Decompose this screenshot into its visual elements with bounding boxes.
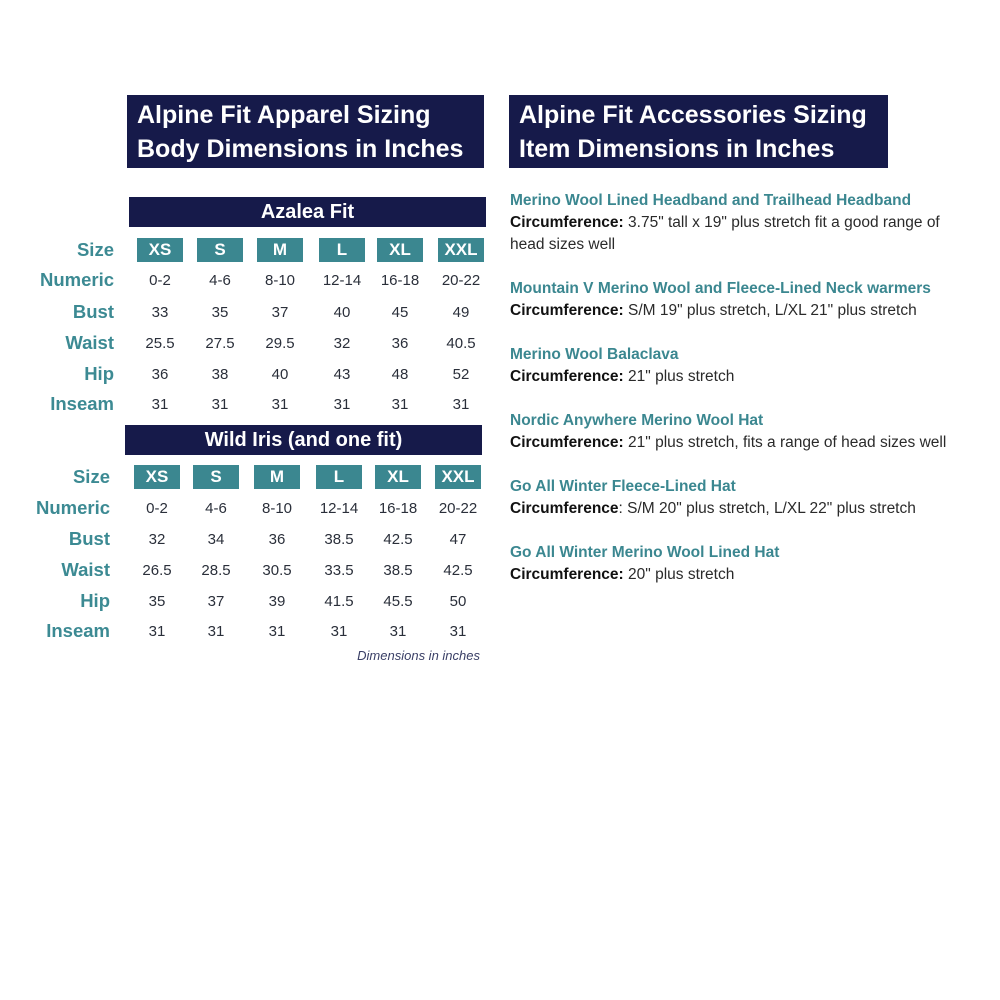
accessory-name: Mountain V Merino Wool and Fleece-Lined Neck warmers: [510, 280, 931, 297]
cell-waist-s: 27.5: [205, 335, 235, 352]
circumference-label: Circumference:: [510, 214, 624, 231]
cell-waist-s: 28.5: [201, 562, 231, 579]
row-label-size: Size: [72, 466, 110, 487]
cell-numeric-xs: 0-2: [149, 272, 171, 289]
row-label-numeric: Numeric: [35, 497, 110, 518]
accessories-title: [509, 95, 888, 168]
cell-bust-xl: 42.5: [383, 531, 413, 548]
cell-bust-s: 35: [211, 304, 229, 321]
cell-inseam-xxl: 31: [449, 623, 467, 640]
accessory-description: [510, 432, 950, 454]
apparel-title-line2: Body Dimensions in Inches: [137, 135, 464, 163]
cell-hip-l: 43: [333, 366, 351, 383]
cell-waist-xxl: 40.5: [446, 335, 476, 352]
apparel-title: [127, 95, 484, 168]
cell-bust-xs: 32: [148, 531, 166, 548]
row-label-inseam: Inseam: [46, 620, 110, 641]
cell-bust-xs: 33: [151, 304, 169, 321]
circumference-value: : S/M 20" plus stretch, L/XL 22" plus stretch: [618, 500, 916, 517]
accessory-item: [510, 476, 950, 520]
apparel-title-line1: Alpine Fit Apparel Sizing: [137, 101, 431, 129]
accessory-description: [510, 300, 950, 322]
cell-inseam-xxl: 31: [452, 396, 470, 413]
accessory-description: [510, 564, 950, 586]
dimensions-footnote: Dimensions in inches: [357, 648, 480, 663]
cell-inseam-s: 31: [207, 623, 225, 640]
cell-waist-m: 30.5: [262, 562, 292, 579]
cell-inseam-xs: 31: [151, 396, 169, 413]
accessory-description: [510, 498, 950, 520]
cell-waist-l: 32: [333, 335, 351, 352]
cell-hip-s: 37: [207, 593, 225, 610]
cell-bust-s: 34: [207, 531, 225, 548]
size-chip-s: S: [197, 238, 243, 262]
accessory-item: [510, 410, 950, 454]
accessory-item: [510, 542, 950, 586]
cell-numeric-s: 4-6: [209, 272, 231, 289]
cell-inseam-xs: 31: [148, 623, 166, 640]
accessory-item: [510, 190, 950, 256]
cell-numeric-xs: 0-2: [146, 500, 168, 517]
cell-numeric-l: 12-14: [322, 272, 362, 289]
circumference-label: Circumference:: [510, 434, 624, 451]
cell-hip-m: 39: [268, 593, 286, 610]
size-chip-m: M: [257, 238, 303, 262]
cell-inseam-xl: 31: [389, 623, 407, 640]
azalea-fit-header: Azalea Fit: [129, 197, 486, 227]
cell-inseam-xl: 31: [391, 396, 409, 413]
row-label-size: Size: [76, 239, 114, 260]
circumference-value: S/M 19" plus stretch, L/XL 21" plus stretch: [623, 302, 917, 319]
accessory-description: [510, 366, 950, 388]
row-label-bust: Bust: [68, 528, 110, 549]
circumference-label: Circumference: [510, 500, 619, 517]
row-label-waist: Waist: [61, 559, 110, 580]
cell-waist-xxl: 42.5: [443, 562, 473, 579]
cell-waist-xs: 26.5: [142, 562, 172, 579]
cell-numeric-m: 8-10: [264, 272, 296, 289]
size-chip-xl: XL: [375, 465, 421, 489]
accessories-list: [510, 190, 950, 608]
cell-waist-xl: 36: [391, 335, 409, 352]
size-chip-l: L: [316, 465, 362, 489]
cell-hip-xs: 36: [151, 366, 169, 383]
cell-hip-xxl: 50: [449, 593, 467, 610]
cell-hip-s: 38: [211, 366, 229, 383]
accessory-name: Nordic Anywhere Merino Wool Hat: [510, 412, 764, 429]
cell-hip-xl: 48: [391, 366, 409, 383]
row-label-hip: Hip: [84, 363, 114, 384]
cell-numeric-xxl: 20-22: [438, 500, 478, 517]
size-chip-xs: XS: [137, 238, 183, 262]
size-chip-xxl: XXL: [438, 238, 484, 262]
accessory-name: Go All Winter Fleece-Lined Hat: [510, 478, 736, 495]
cell-waist-l: 33.5: [324, 562, 354, 579]
wild-iris-fit-header: Wild Iris (and one fit): [125, 425, 482, 455]
cell-numeric-m: 8-10: [261, 500, 293, 517]
cell-bust-m: 37: [271, 304, 289, 321]
accessories-title-line2: Item Dimensions in Inches: [519, 135, 835, 163]
cell-hip-xxl: 52: [452, 366, 470, 383]
circumference-value: 21" plus stretch: [623, 368, 735, 385]
cell-inseam-s: 31: [211, 396, 229, 413]
cell-numeric-s: 4-6: [205, 500, 227, 517]
size-chip-xs: XS: [134, 465, 180, 489]
cell-hip-xs: 35: [148, 593, 166, 610]
circumference-value: 21" plus stretch, fits a range of head sizes well: [623, 434, 947, 451]
row-label-bust: Bust: [72, 301, 114, 322]
accessory-description: [510, 212, 950, 256]
accessory-item: [510, 278, 950, 322]
cell-hip-m: 40: [271, 366, 289, 383]
accessory-name: Merino Wool Balaclava: [510, 346, 679, 363]
cell-bust-xxl: 47: [449, 531, 467, 548]
cell-waist-m: 29.5: [265, 335, 295, 352]
cell-bust-m: 36: [268, 531, 286, 548]
cell-numeric-xl: 16-18: [380, 272, 420, 289]
row-label-inseam: Inseam: [50, 393, 114, 414]
row-label-numeric: Numeric: [39, 269, 114, 290]
circumference-label: Circumference:: [510, 302, 624, 319]
size-chip-s: S: [193, 465, 239, 489]
cell-bust-l: 40: [333, 304, 351, 321]
accessory-name: Go All Winter Merino Wool Lined Hat: [510, 544, 780, 561]
circumference-label: Circumference:: [510, 368, 624, 385]
cell-numeric-xxl: 20-22: [441, 272, 481, 289]
cell-inseam-l: 31: [330, 623, 348, 640]
size-chip-l: L: [319, 238, 365, 262]
accessory-item: [510, 344, 950, 388]
size-chip-xxl: XXL: [435, 465, 481, 489]
row-label-waist: Waist: [65, 332, 114, 353]
circumference-value: 20" plus stretch: [623, 566, 735, 583]
cell-numeric-xl: 16-18: [378, 500, 418, 517]
cell-waist-xl: 38.5: [383, 562, 413, 579]
cell-bust-xxl: 49: [452, 304, 470, 321]
circumference-value: 3.75" tall x 19" plus stretch fit a good range of head sizes well: [510, 214, 940, 253]
cell-bust-xl: 45: [391, 304, 409, 321]
cell-hip-xl: 45.5: [383, 593, 413, 610]
row-label-hip: Hip: [80, 590, 110, 611]
accessories-title-line1: Alpine Fit Accessories Sizing: [519, 101, 867, 129]
cell-inseam-m: 31: [271, 396, 289, 413]
size-chip-xl: XL: [377, 238, 423, 262]
accessory-name: Merino Wool Lined Headband and Trailhead Headband: [510, 192, 912, 209]
cell-numeric-l: 12-14: [319, 500, 359, 517]
circumference-label: Circumference:: [510, 566, 624, 583]
cell-waist-xs: 25.5: [145, 335, 175, 352]
cell-inseam-m: 31: [268, 623, 286, 640]
size-chip-m: M: [254, 465, 300, 489]
cell-hip-l: 41.5: [324, 593, 354, 610]
cell-inseam-l: 31: [333, 396, 351, 413]
cell-bust-l: 38.5: [324, 531, 354, 548]
